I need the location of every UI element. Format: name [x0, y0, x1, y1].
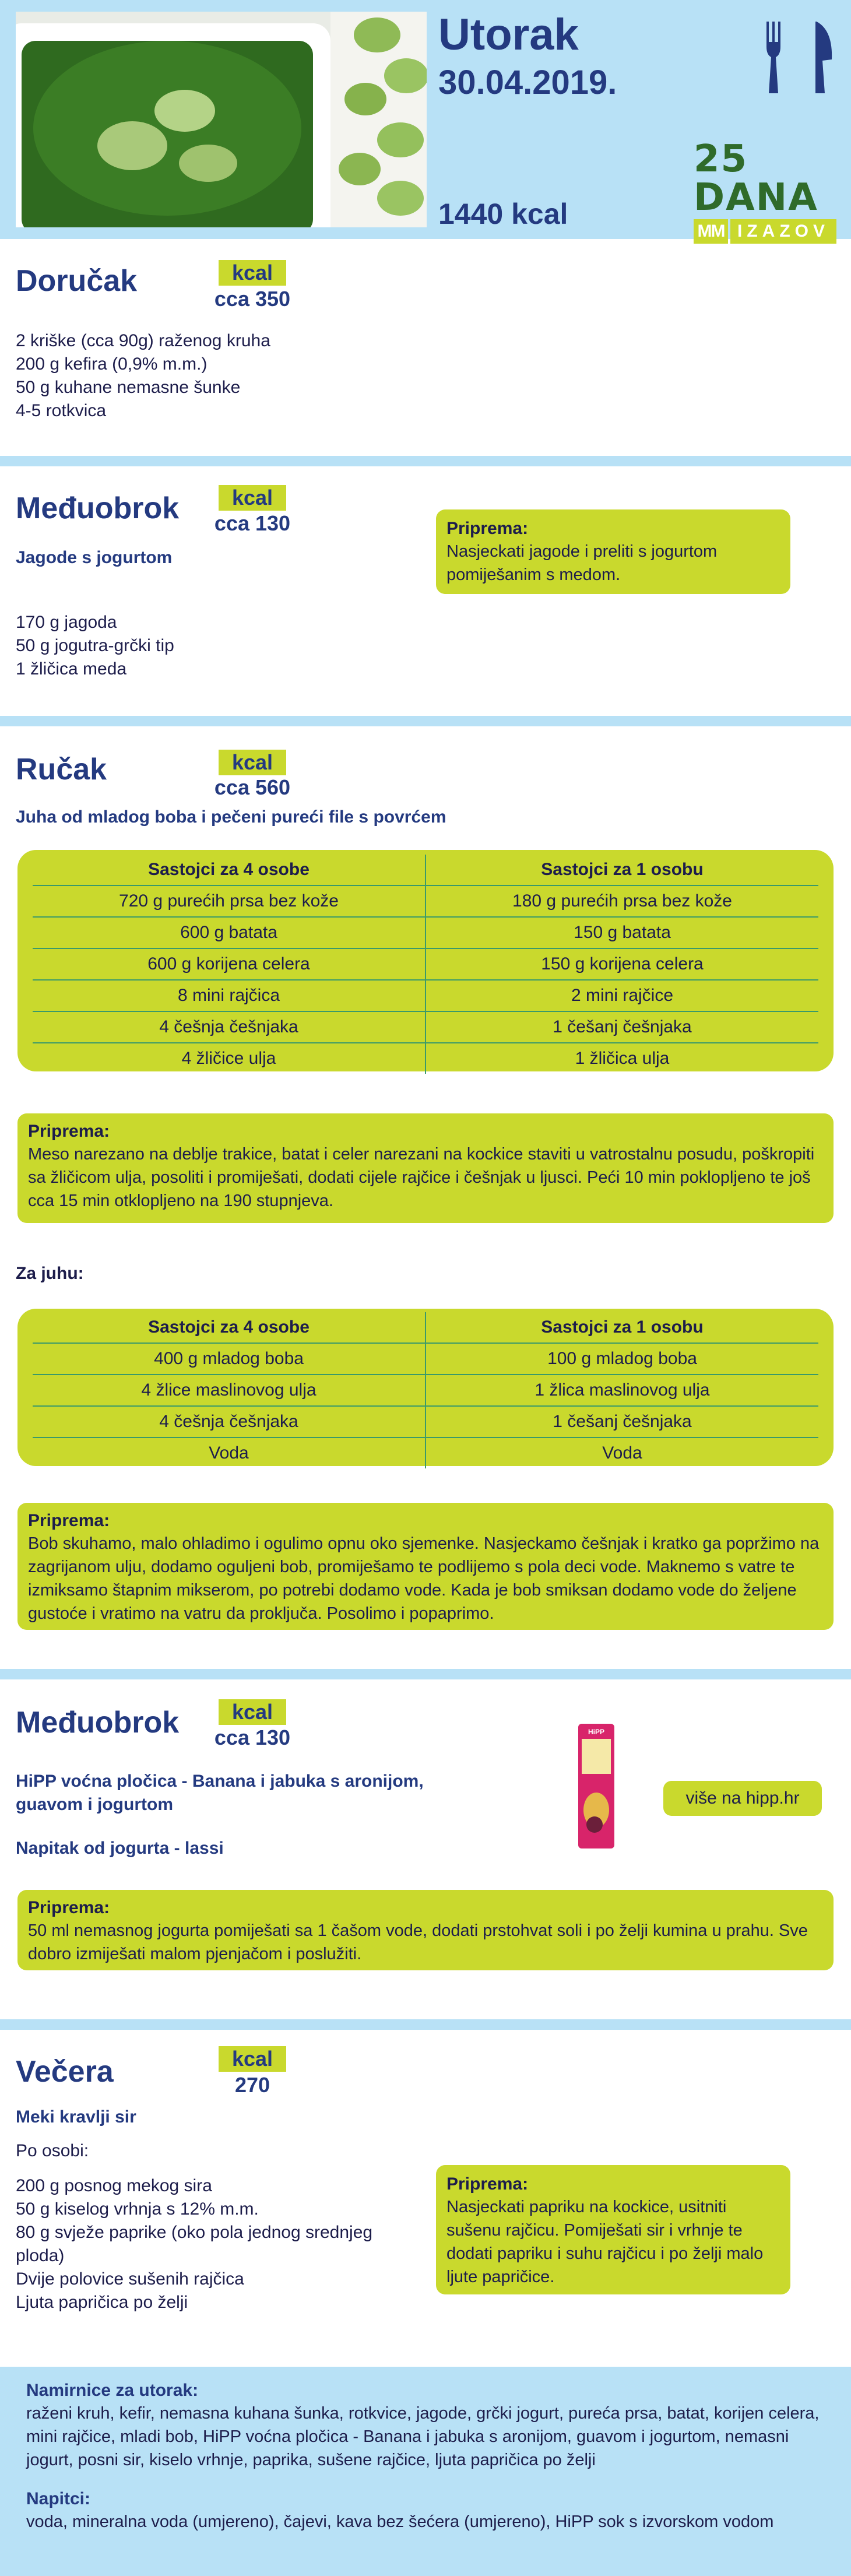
shopping-text: raženi kruh, kefir, nemasna kuhana šunka, rotkvice, jagode, grčki jogurt, pureća prsa, batat, korijen celera, mini rajčice, mladi bob, HiPP voćna pločica - Banana i jabuka s aronijom, guavom i jogurtom, nemasni jogurt, posni sir, kiselo vrhnje, paprika, sušene rajčice, ljuta papričica po želji [26, 2404, 820, 2469]
table-row [33, 980, 818, 1011]
table-cell: 100 g mladog boba [426, 1343, 818, 1375]
preparation-box [17, 1503, 834, 1630]
column-header: Sastojci za 4 osobe [33, 855, 426, 885]
table-header-row [33, 855, 818, 885]
dinner-subtitle: Meki kravlji sir [16, 2107, 136, 2127]
preparation-title: Priprema: [446, 519, 529, 538]
table-cell: 180 g purećih prsa bez kože [426, 885, 818, 917]
snack-title: Međuobrok [16, 491, 180, 525]
kcal-value: cca 130 [214, 1725, 291, 1749]
list-item: 80 g svježe paprike (oko pola jednog srednjeg ploda) [16, 2223, 373, 2265]
kcal-value: cca 350 [214, 287, 291, 311]
breakfast-title: Doručak [16, 264, 138, 298]
list-item: 4-5 rotkvica [16, 401, 107, 420]
snack-ingredients [16, 611, 174, 681]
preparation-box [436, 509, 790, 594]
kcal-value: cca 560 [214, 775, 291, 799]
snack-subtitle: Jagode s jogurtom [16, 548, 173, 567]
table-cell: 1 češanj češnjaka [426, 1406, 818, 1438]
table-cell: 720 g purećih prsa bez kože [33, 885, 426, 917]
list-item: Dvije polovice sušenih rajčica [16, 2269, 244, 2289]
preparation-text: Meso narezano na deblje trakice, batat i celer narezani na kockice staviti u vatrostalnu posudu, poškropiti sa žličicom ulja, posoliti i promiješati, dodati cijele rajčice i češnjak u ljusci. Peći 10 min poklopljeno te još cca 15 min otklopljeno na 190 stupnjeva. [28, 1145, 815, 1210]
list-item: 2 kriške (cca 90g) raženog kruha [16, 331, 270, 350]
preparation-text: Nasjeckati jagode i preliti s jogurtom pomiješanim s medom. [446, 542, 718, 584]
list-item: 50 g kiselog vrhnja s 12% m.m. [16, 2199, 259, 2219]
table-cell: 1 žlica maslinovog ulja [426, 1375, 818, 1406]
table-header-row [33, 1312, 818, 1343]
drinks-text: voda, mineralna voda (umjereno), čajevi, kava bez šećera (umjereno), HiPP sok s izvorskom vodom [26, 2512, 774, 2531]
table-cell: 1 žličica ulja [575, 1049, 670, 1068]
lunch-subtitle: Juha od mladog boba i pečeni pureći file s povrćem [16, 807, 446, 827]
product-title: HiPP voćna pločica - Banana i jabuka s aronijom, guavom i jogurtom [16, 1772, 424, 1814]
list-item: 50 g jogutra-grčki tip [16, 636, 174, 655]
table-cell: 2 mini rajčice [426, 980, 818, 1011]
hipp-fruit-bar-image [577, 1723, 616, 1850]
drinks-title: Napitci: [26, 2489, 91, 2508]
list-item: Ljuta papričica po želji [16, 2293, 188, 2312]
kcal-badge: kcal [219, 2046, 286, 2072]
more-on-hipp-button[interactable]: više na hipp.hr [663, 1781, 822, 1816]
daily-kcal: 1440 kcal [438, 198, 568, 230]
table-row [33, 1011, 818, 1043]
table-row [33, 885, 818, 917]
table-cell: 4 češnja češnjaka [33, 1406, 426, 1438]
table-row [33, 948, 818, 980]
table-row [33, 917, 818, 948]
preparation-box [17, 1890, 834, 1970]
list-item: 170 g jagoda [16, 613, 117, 632]
kcal-value: cca 130 [214, 511, 291, 535]
shopping-list-footer [0, 2367, 851, 2576]
date-title: 30.04.2019. [438, 64, 617, 101]
kcal-badge: kcal [219, 750, 286, 775]
kcal-badge: kcal [219, 485, 286, 511]
section-divider [0, 1669, 851, 1679]
table-cell: 400 g mladog boba [33, 1343, 426, 1375]
fork-knife-icon [761, 19, 838, 96]
preparation-title: Priprema: [28, 1898, 110, 1917]
preparation-text: Bob skuhamo, malo ohladimo i ogulimo opnu oko sjemenke. Nasjeckamo češnjak i kratko ga popržimo na zagrijanom ulju, dodamo oguljeni bob, promiješamo te podlijemo s pola deci vode. Maknemo s vatre te izmiksamo štapnim mikserom, po potrebi dodamo vode. Kada je bob smiksan dodamo vode do željene gustoće i vratimo na vatru da proključa. Posolimo i popaprimo. [28, 1534, 820, 1623]
lunch-title: Ručak [16, 753, 107, 786]
table-row [33, 1375, 818, 1406]
preparation-title: Priprema: [28, 1122, 110, 1141]
list-item: 200 g kefira (0,9% m.m.) [16, 354, 208, 374]
table-cell: Voda [33, 1438, 426, 1468]
table-row [33, 1043, 818, 1074]
table-row [33, 1438, 818, 1468]
drink-title: Napitak od jogurta - lassi [16, 1839, 224, 1858]
soup-photo [16, 12, 427, 227]
column-header: Sastojci za 1 osobu [426, 1312, 818, 1343]
table-cell: 600 g batata [33, 917, 426, 948]
kcal-badge: kcal [219, 260, 286, 286]
table-cell: 4 žličice ulja [33, 1043, 426, 1074]
ingredients-table-lunch [17, 850, 834, 1071]
snack2-title: Međuobrok [16, 1706, 180, 1739]
per-person-label: Po osobi: [16, 2141, 89, 2160]
preparation-title: Priprema: [28, 1511, 110, 1530]
dinner-title: Večera [16, 2055, 114, 2089]
kcal-badge: kcal [219, 1699, 286, 1725]
dinner-ingredients [16, 2174, 406, 2314]
table-cell: 150 g batata [426, 917, 818, 948]
table-cell: 600 g korijena celera [33, 948, 426, 980]
list-item: 200 g posnog mekog sira [16, 2176, 212, 2195]
section-divider [0, 456, 851, 466]
preparation-text: Nasjeckati papriku na kockice, usitniti sušenu rajčicu. Pomiješati sir i vrhnje te dodati papriku i suhu rajčicu i po želji malo ljute papričice. [446, 2198, 764, 2286]
column-header: Sastojci za 1 osobu [426, 855, 818, 885]
preparation-title: Priprema: [446, 2174, 529, 2194]
table-cell: 8 mini rajčica [33, 980, 426, 1011]
25-dana-izazov-logo: 25 DANA MM IZAZOV [694, 140, 836, 244]
section-divider [0, 716, 851, 726]
section-divider [0, 2019, 851, 2030]
table-cell: 4 žlice maslinovog ulja [33, 1375, 426, 1406]
breakfast-ingredients [16, 329, 270, 423]
soup-label: Za juhu: [16, 1264, 84, 1283]
hipp-brand: HiPP [588, 1728, 605, 1736]
table-cell: Voda [602, 1443, 642, 1463]
list-item: 1 žličica meda [16, 659, 127, 679]
kcal-value: 270 [234, 2073, 270, 2097]
preparation-text: 50 ml nemasnog jogurta pomiješati sa 1 čašom vode, dodati prstohvat soli i po želji kumina u prahu. Sve dobro izmiješati malom pjenjačom i poslužiti. [28, 1921, 808, 1963]
preparation-box [17, 1113, 834, 1223]
table-row [33, 1406, 818, 1438]
column-header: Sastojci za 4 osobe [33, 1312, 426, 1343]
ingredients-table-soup [17, 1309, 834, 1466]
table-row [33, 1343, 818, 1375]
table-cell: 1 češanj češnjaka [426, 1011, 818, 1043]
preparation-box [436, 2165, 790, 2294]
shopping-title: Namirnice za utorak: [26, 2381, 199, 2400]
table-cell: 4 češnja češnjaka [33, 1011, 426, 1043]
list-item: 50 g kuhane nemasne šunke [16, 378, 241, 397]
table-cell: 150 g korijena celera [426, 948, 818, 980]
day-title: Utorak [438, 10, 579, 59]
